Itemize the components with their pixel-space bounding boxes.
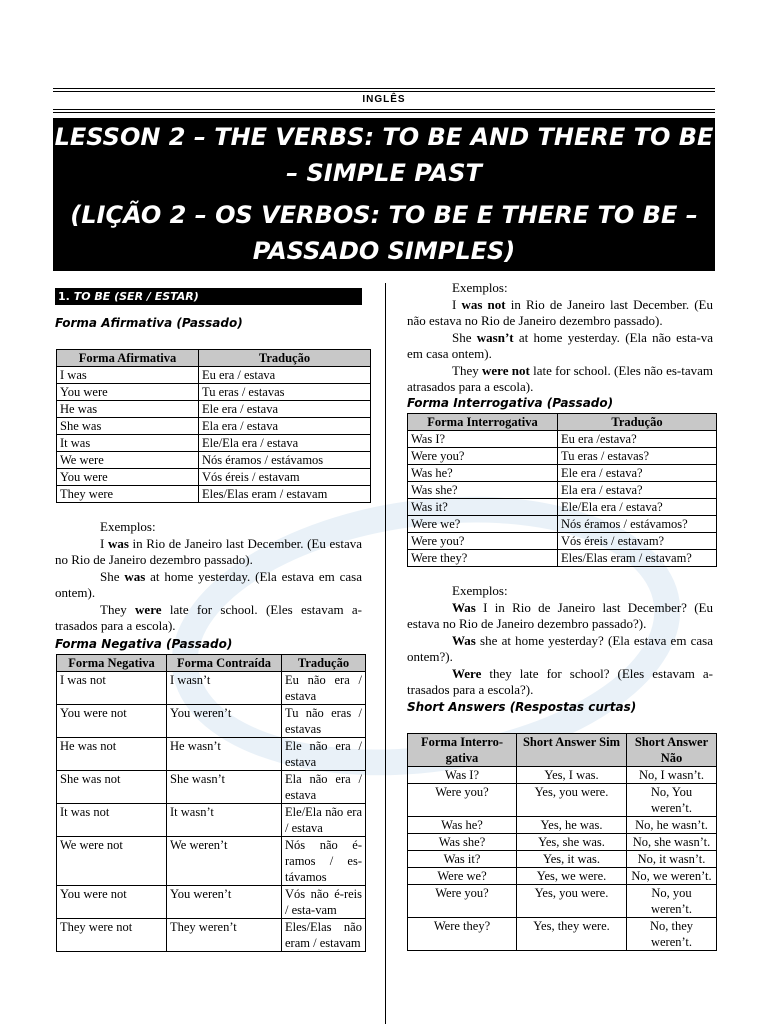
table-row <box>408 516 717 533</box>
affirmative-heading: Forma Afirmativa (Passado) <box>55 316 243 330</box>
table-cell: No, I wasn’t. <box>627 767 717 784</box>
table-cell: We were not <box>57 837 167 886</box>
table-cell: You weren’t <box>167 886 282 919</box>
table-cell: Ele não era / estava <box>282 738 366 771</box>
top-rule <box>53 88 715 89</box>
table-cell: Yes, you were. <box>517 885 627 918</box>
table-header: Tradução <box>199 350 371 367</box>
table-cell: Yes, she was. <box>517 834 627 851</box>
table-cell: You were not <box>57 886 167 919</box>
table-cell: Ele/Ela era / estava? <box>558 499 717 516</box>
table-header: Forma Contraída <box>167 655 282 672</box>
table-cell: He was not <box>57 738 167 771</box>
table-row <box>408 550 717 567</box>
table-header: Short Answer Não <box>627 734 717 767</box>
section-title: TO BE (SER / ESTAR) <box>73 290 199 303</box>
table-row <box>408 482 717 499</box>
table-row <box>408 533 717 550</box>
example-sentence: I was in Rio de Janeiro last December. (Eu estava no Rio de Janeiro dezembro passado). <box>55 535 362 567</box>
table-row <box>408 851 717 868</box>
table-cell: Was he? <box>408 465 558 482</box>
lesson-title-portuguese: (LIÇÃO 2 – OS VERBOS: TO BE E THERE TO BE – PASSADO SIMPLES) <box>70 201 698 265</box>
table-cell: Eu era / estava <box>199 367 371 384</box>
table-row <box>57 384 371 401</box>
example-sentence: They were late for school. (Eles estavam a-trasados para a escola). <box>55 601 362 633</box>
table-cell: Ele era / estava? <box>558 465 717 482</box>
table-cell: No, they weren’t. <box>627 918 717 951</box>
top-rule-2 <box>53 91 715 92</box>
table-cell: Were you? <box>408 784 517 817</box>
table-cell: Was he? <box>408 817 517 834</box>
table-header: Tradução <box>282 655 366 672</box>
example-sentence: Was she at home yesterday? (Ela estava em casa ontem?). <box>407 632 713 664</box>
table-row <box>57 886 366 919</box>
lesson-title-block <box>53 118 715 271</box>
table-cell: You were <box>57 384 199 401</box>
table-cell: Were you? <box>408 448 558 465</box>
table-cell: Ela não era / estava <box>282 771 366 804</box>
table-cell: Nós éramos / estávamos <box>199 452 371 469</box>
table-cell: Yes, they were. <box>517 918 627 951</box>
table-header: Forma Negativa <box>57 655 167 672</box>
table-row <box>57 771 366 804</box>
table-cell: Was I? <box>408 767 517 784</box>
table-cell: Vós éreis / estavam? <box>558 533 717 550</box>
table-row <box>408 448 717 465</box>
table-cell: Yes, it was. <box>517 851 627 868</box>
table-cell: Were you? <box>408 885 517 918</box>
table-row <box>408 817 717 834</box>
table-row <box>57 672 366 705</box>
header-rule-2 <box>53 112 715 113</box>
short-answers-heading: Short Answers (Respostas curtas) <box>407 700 637 714</box>
interrogative-table <box>407 413 717 567</box>
table-cell: They were not <box>57 919 167 952</box>
table-cell: It was <box>57 435 199 452</box>
table-cell: Ele era / estava <box>199 401 371 418</box>
table-row <box>57 804 366 837</box>
table-row <box>408 868 717 885</box>
examples-label: Exemplos: <box>452 583 508 598</box>
table-row <box>57 435 371 452</box>
table-cell: They weren’t <box>167 919 282 952</box>
examples-interrogative <box>407 583 713 699</box>
affirmative-table <box>56 349 371 503</box>
table-cell: I was <box>57 367 199 384</box>
table-cell: Tu não eras / estavas <box>282 705 366 738</box>
table-cell: He wasn’t <box>167 738 282 771</box>
table-cell: It wasn’t <box>167 804 282 837</box>
table-header: Tradução <box>558 414 717 431</box>
table-row <box>408 885 717 918</box>
example-sentence: She was at home yesterday. (Ela estava em casa ontem). <box>55 568 362 600</box>
table-cell: Were we? <box>408 868 517 885</box>
example-sentence: I was not in Rio de Janeiro last December. (Eu não estava no Rio de Janeiro dezembro passado). <box>407 296 713 328</box>
table-cell: Ela era / estava <box>199 418 371 435</box>
negative-table <box>56 654 366 952</box>
table-cell: Eles/Elas eram / estavam? <box>558 550 717 567</box>
table-cell: Eu não era / estava <box>282 672 366 705</box>
table-cell: Was she? <box>408 482 558 499</box>
table-cell: Vós éreis / estavam <box>199 469 371 486</box>
table-cell: Yes, we were. <box>517 868 627 885</box>
table-header: Forma Interro-gativa <box>408 734 517 767</box>
table-cell: Ela era / estava? <box>558 482 717 499</box>
table-cell: We weren’t <box>167 837 282 886</box>
table-cell: No, she wasn’t. <box>627 834 717 851</box>
table-row <box>408 431 717 448</box>
table-cell: She wasn’t <box>167 771 282 804</box>
example-sentence: They were not late for school. (Eles não es-tavam atrasados para a escola). <box>407 362 714 394</box>
table-cell: Tu eras / estavas <box>199 384 371 401</box>
table-row <box>408 767 717 784</box>
table-cell: Yes, he was. <box>517 817 627 834</box>
example-sentence: Were they late for school? (Eles estavam a-trasados para a escola?). <box>407 665 713 697</box>
table-cell: Eles/Elas não eram / estavam <box>282 919 366 952</box>
table-cell: Nós éramos / estávamos? <box>558 516 717 533</box>
table-row <box>408 784 717 817</box>
table-cell: Nós não é-ramos / es-távamos <box>282 837 366 886</box>
table-cell: No, you weren’t. <box>627 885 717 918</box>
table-row <box>57 738 366 771</box>
subject-header: INGLÊS <box>362 94 406 105</box>
table-cell: Were they? <box>408 550 558 567</box>
table-cell: I was not <box>57 672 167 705</box>
table-row <box>57 486 371 503</box>
short-answers-table <box>407 733 717 951</box>
example-sentence: Was I in Rio de Janeiro last December? (Eu estava no Rio de Janeiro dezembro passado?). <box>407 599 713 631</box>
example-sentence: She wasn’t at home yesterday. (Ela não esta-va em casa ontem). <box>407 329 713 361</box>
table-cell: I wasn’t <box>167 672 282 705</box>
table-row <box>57 705 366 738</box>
table-row <box>57 469 371 486</box>
table-cell: You were <box>57 469 199 486</box>
table-cell: Was she? <box>408 834 517 851</box>
table-cell: You were not <box>57 705 167 738</box>
table-row <box>408 465 717 482</box>
table-cell: They were <box>57 486 199 503</box>
table-cell: No, he wasn’t. <box>627 817 717 834</box>
table-row <box>57 418 371 435</box>
interrogative-heading: Forma Interrogativa (Passado) <box>407 396 614 410</box>
table-cell: Was it? <box>408 499 558 516</box>
table-cell: Eles/Elas eram / estavam <box>199 486 371 503</box>
table-row <box>57 837 366 886</box>
table-row <box>57 367 371 384</box>
table-cell: Were they? <box>408 918 517 951</box>
table-cell: No, You weren’t. <box>627 784 717 817</box>
table-cell: Ele/Ela não era / estava <box>282 804 366 837</box>
table-cell: Tu eras / estavas? <box>558 448 717 465</box>
table-cell: Vós não é-reis / esta-vam <box>282 886 366 919</box>
table-cell: You weren’t <box>167 705 282 738</box>
negative-heading: Forma Negativa (Passado) <box>55 637 233 651</box>
header-rule <box>53 109 715 110</box>
table-row <box>408 499 717 516</box>
table-row <box>57 401 371 418</box>
table-cell: She was <box>57 418 199 435</box>
table-cell: Ele/Ela era / estava <box>199 435 371 452</box>
table-cell: It was not <box>57 804 167 837</box>
table-cell: No, we weren’t. <box>627 868 717 885</box>
table-cell: Were we? <box>408 516 558 533</box>
table-cell: Was it? <box>408 851 517 868</box>
table-header: Forma Interrogativa <box>408 414 558 431</box>
table-cell: Yes, you were. <box>517 784 627 817</box>
table-header: Short Answer Sim <box>517 734 627 767</box>
table-cell: Eu era /estava? <box>558 431 717 448</box>
table-header: Forma Afirmativa <box>57 350 199 367</box>
table-row <box>408 834 717 851</box>
table-row <box>57 919 366 952</box>
section-number: 1. <box>58 290 70 303</box>
column-divider <box>385 283 386 1024</box>
section-heading <box>55 288 362 305</box>
table-cell: Were you? <box>408 533 558 550</box>
lesson-title-english: LESSON 2 – THE VERBS: TO BE AND THERE TO BE – SIMPLE PAST <box>54 123 714 187</box>
table-row <box>57 452 371 469</box>
examples-label: Exemplos: <box>100 519 156 534</box>
table-cell: Yes, I was. <box>517 767 627 784</box>
table-cell: No, it wasn’t. <box>627 851 717 868</box>
table-cell: Was I? <box>408 431 558 448</box>
table-cell: He was <box>57 401 199 418</box>
examples-negative <box>407 280 713 396</box>
table-row <box>408 918 717 951</box>
table-cell: We were <box>57 452 199 469</box>
examples-label: Exemplos: <box>452 280 508 295</box>
table-cell: She was not <box>57 771 167 804</box>
examples-affirmative <box>55 519 362 635</box>
